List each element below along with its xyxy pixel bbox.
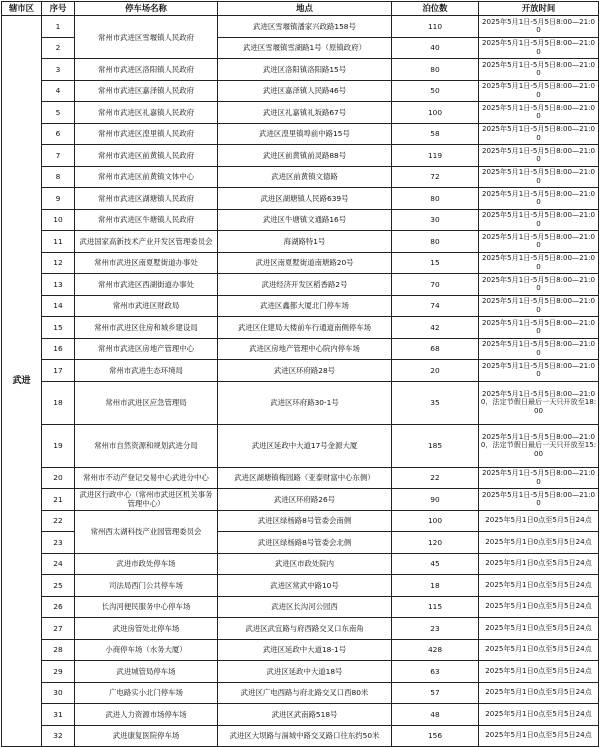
table-row: [2, 252, 599, 274]
seq-cell: 30: [42, 682, 75, 704]
seq-cell: 3: [42, 59, 75, 81]
location-cell: 武进区市政处院内: [218, 553, 392, 575]
name-cell: 常州市武进区前黄镇人民政府: [75, 145, 218, 167]
spaces-cell: 30: [392, 209, 479, 231]
seq-cell: 11: [42, 231, 75, 253]
name-cell: 常州市武进区湟里镇人民政府: [75, 123, 218, 145]
header-name: 停车场名称: [75, 2, 218, 16]
name-cell: 武进城管局停车场: [75, 661, 218, 683]
name-cell: 常州市武进区南夏墅街道办事处: [75, 252, 218, 274]
table-row: [2, 575, 599, 597]
seq-cell: 12: [42, 252, 75, 274]
location-cell: 武进区雪堰镇潘家兴政路158号: [218, 16, 392, 38]
header-seq: 序号: [42, 2, 75, 16]
location-cell: 武进区环府路28号: [218, 360, 392, 382]
table-row: [2, 102, 599, 124]
name-cell: 常州市不动产登记交易中心武进分中心: [75, 467, 218, 489]
seq-cell: 8: [42, 166, 75, 188]
name-cell: 小商停车场（水务大厦）: [75, 639, 218, 661]
location-cell: 武进区长沟河公园西: [218, 596, 392, 618]
hours-cell: 2025年5月1日-5月5日8:00—21:00，法定节假日最后一天只开放至18:00: [479, 381, 599, 424]
name-cell: 武进国家高新技术产业开发区管理委员会: [75, 231, 218, 253]
table-row: [2, 489, 599, 511]
location-cell: 海湖路特1号: [218, 231, 392, 253]
header-location: 地点: [218, 2, 392, 16]
spaces-cell: 42: [392, 317, 479, 339]
location-cell: 武进区前黄镇文德路: [218, 166, 392, 188]
table-row: [2, 274, 599, 296]
table-row: [2, 59, 599, 81]
hours-cell: 2025年5月1日-5月5日8:00—21:00: [479, 59, 599, 81]
hours-cell: 2025年5月1日-5月5日8:00—21:00: [479, 37, 599, 59]
name-cell: 常州市武进区房地产管理中心: [75, 338, 218, 360]
name-cell: 常州市武进区应急管理局: [75, 381, 218, 424]
seq-cell: 15: [42, 317, 75, 339]
hours-cell: 2025年5月1日0点至5月5日24点: [479, 639, 599, 661]
location-cell: 武进区环府路30-1号: [218, 381, 392, 424]
table-row: [2, 661, 599, 683]
hours-cell: 2025年5月1日0点至5月5日24点: [479, 553, 599, 575]
seq-cell: 21: [42, 489, 75, 511]
location-cell: 武进区房地产管理中心院内停车场: [218, 338, 392, 360]
hours-cell: 2025年5月1日-5月5日8:00—21:00: [479, 317, 599, 339]
spaces-cell: 80: [392, 231, 479, 253]
hours-cell: 2025年5月1日0点至5月5日24点: [479, 575, 599, 597]
name-cell: 常州市武进区湖塘镇人民政府: [75, 188, 218, 210]
table-row: [2, 596, 599, 618]
seq-cell: 1: [42, 16, 75, 38]
table-row: [2, 16, 599, 38]
seq-cell: 31: [42, 704, 75, 726]
hours-cell: 2025年5月1日-5月5日8:00—21:00: [479, 16, 599, 38]
hours-cell: 2025年5月1日-5月5日8:00—21:00: [479, 295, 599, 317]
spaces-cell: 48: [392, 704, 479, 726]
seq-cell: 20: [42, 467, 75, 489]
hours-cell: 2025年5月1日-5月5日8:00—21:00: [479, 188, 599, 210]
spaces-cell: 68: [392, 338, 479, 360]
seq-cell: 25: [42, 575, 75, 597]
table-row: [2, 553, 599, 575]
table-row: [2, 145, 599, 167]
table-row: [2, 295, 599, 317]
location-cell: 武进区武宜路与府西路交叉口东南角: [218, 618, 392, 640]
table-row: [2, 338, 599, 360]
table-row: [2, 618, 599, 640]
table-row: [2, 467, 599, 489]
district-cell: 武进: [2, 16, 42, 747]
seq-cell: 17: [42, 360, 75, 382]
hours-cell: 2025年5月1日0点至5月5日24点: [479, 510, 599, 532]
seq-cell: 7: [42, 145, 75, 167]
hours-cell: 2025年5月1日-5月5日8:00—21:00: [479, 209, 599, 231]
location-cell: 武进区嘉泽镇人民路46号: [218, 80, 392, 102]
table-row: [2, 80, 599, 102]
name-cell: 武进区行政中心（常州市武进区机关事务管理中心）: [75, 489, 218, 511]
hours-cell: 2025年5月1日-5月5日8:00—21:00: [479, 123, 599, 145]
table-row: [2, 231, 599, 253]
seq-cell: 4: [42, 80, 75, 102]
location-cell: 武进区住建局大楼前车行通道南侧停车场: [218, 317, 392, 339]
location-cell: 武进区雪堰镇雪湖路1号（原镇政府）: [218, 37, 392, 59]
spaces-cell: 119: [392, 145, 479, 167]
table-row: [2, 360, 599, 382]
seq-cell: 18: [42, 381, 75, 424]
spaces-cell: 58: [392, 123, 479, 145]
name-cell: 武进市政处停车场: [75, 553, 218, 575]
table-row: [2, 704, 599, 726]
location-cell: 武进区鑫都大厦北门停车场: [218, 295, 392, 317]
spaces-cell: 20: [392, 360, 479, 382]
name-cell: 长沟河便民服务中心停车场: [75, 596, 218, 618]
spaces-cell: 185: [392, 424, 479, 467]
table-row: [2, 166, 599, 188]
location-cell: 武进区大坝路与滆城中路交叉路口往东约50米: [218, 725, 392, 747]
parking-table: [1, 1, 599, 747]
name-cell: 常州市武进生态环境局: [75, 360, 218, 382]
location-cell: 武进区延政中大道18-1号: [218, 639, 392, 661]
spaces-cell: 110: [392, 16, 479, 38]
hours-cell: 2025年5月1日-5月5日8:00—21:00: [479, 166, 599, 188]
location-cell: 武进区延政中大道18号: [218, 661, 392, 683]
seq-cell: 26: [42, 596, 75, 618]
spaces-cell: 156: [392, 725, 479, 747]
name-cell: 广电路实小北门停车场: [75, 682, 218, 704]
hours-cell: 2025年5月1日0点至5月5日24点: [479, 704, 599, 726]
location-cell: 武进区礼嘉镇礼坂路67号: [218, 102, 392, 124]
name-cell: 常州市武进区住房和城乡建设局: [75, 317, 218, 339]
spaces-cell: 40: [392, 37, 479, 59]
spaces-cell: 100: [392, 510, 479, 532]
header-row: [2, 2, 599, 16]
location-cell: 武进区绿杨路8号管委会北侧: [218, 532, 392, 554]
spaces-cell: 428: [392, 639, 479, 661]
name-cell: 常州市武进区洛阳镇人民政府: [75, 59, 218, 81]
spaces-cell: 70: [392, 274, 479, 296]
spaces-cell: 120: [392, 532, 479, 554]
hours-cell: 2025年5月1日0点至5月5日24点: [479, 618, 599, 640]
seq-cell: 10: [42, 209, 75, 231]
table-row: [2, 188, 599, 210]
hours-cell: 2025年5月1日-5月5日8:00—21:00: [479, 489, 599, 511]
location-cell: 武进区绿杨路8号管委会南侧: [218, 510, 392, 532]
spaces-cell: 35: [392, 381, 479, 424]
location-cell: 武进区广电西路与府北路交叉口西80米: [218, 682, 392, 704]
seq-cell: 6: [42, 123, 75, 145]
seq-cell: 5: [42, 102, 75, 124]
name-cell: 常州市武进区牛塘镇人民政府: [75, 209, 218, 231]
table-body: [2, 16, 599, 747]
table-row: [2, 510, 599, 532]
seq-cell: 19: [42, 424, 75, 467]
hours-cell: 2025年5月1日-5月5日8:00—21:00: [479, 145, 599, 167]
hours-cell: 2025年5月1日-5月5日8:00—21:00: [479, 102, 599, 124]
location-cell: 武进区牛塘镇文通路16号: [218, 209, 392, 231]
name-cell: 常州市武进区西湖街道办事处: [75, 274, 218, 296]
spaces-cell: 45: [392, 553, 479, 575]
location-cell: 武进经济开发区稻香路2号: [218, 274, 392, 296]
spaces-cell: 23: [392, 618, 479, 640]
table-row: [2, 424, 599, 467]
header-spaces: 泊位数: [392, 2, 479, 16]
spaces-cell: 15: [392, 252, 479, 274]
header-hours: 开放时间: [479, 2, 599, 16]
location-cell: 武进区湖塘镇人民路639号: [218, 188, 392, 210]
table-row: [2, 317, 599, 339]
spaces-cell: 18: [392, 575, 479, 597]
location-cell: 武进区湖塘镇梅园路（亚泰财富中心东侧）: [218, 467, 392, 489]
seq-cell: 16: [42, 338, 75, 360]
name-cell: 常州市武进区财政局: [75, 295, 218, 317]
seq-cell: 32: [42, 725, 75, 747]
name-cell: 常州市自然资源和规划武进分局: [75, 424, 218, 467]
name-cell: 司法局西门公共停车场: [75, 575, 218, 597]
spaces-cell: 50: [392, 80, 479, 102]
seq-cell: 14: [42, 295, 75, 317]
table-row: [2, 209, 599, 231]
spaces-cell: 57: [392, 682, 479, 704]
hours-cell: 2025年5月1日-5月5日8:00—21:00: [479, 274, 599, 296]
spaces-cell: 90: [392, 489, 479, 511]
table-row: [2, 639, 599, 661]
location-cell: 武进区延政中大道17号金源大厦: [218, 424, 392, 467]
spaces-cell: 115: [392, 596, 479, 618]
hours-cell: 2025年5月1日-5月5日8:00—21:00: [479, 360, 599, 382]
hours-cell: 2025年5月1日-5月5日8:00—21:00，法定节假日最后一天只开放至15:00: [479, 424, 599, 467]
location-cell: 武进区洛阳镇洛阳路15号: [218, 59, 392, 81]
table-row: [2, 381, 599, 424]
seq-cell: 13: [42, 274, 75, 296]
seq-cell: 9: [42, 188, 75, 210]
header-district: 辖市区: [2, 2, 42, 16]
location-cell: 武进区南夏墅街道南塘路20号: [218, 252, 392, 274]
seq-cell: 22: [42, 510, 75, 532]
hours-cell: 2025年5月1日-5月5日8:00—21:00: [479, 467, 599, 489]
hours-cell: 2025年5月1日0点至5月5日24点: [479, 682, 599, 704]
name-cell: 常州市武进区嘉泽镇人民政府: [75, 80, 218, 102]
location-cell: 武进区湟里镇埠前中路15号: [218, 123, 392, 145]
table-row: [2, 725, 599, 747]
location-cell: 武进区前黄镇前灵路88号: [218, 145, 392, 167]
location-cell: 武进区武南路518号: [218, 704, 392, 726]
hours-cell: 2025年5月1日-5月5日8:00—21:00: [479, 338, 599, 360]
name-cell: 武进房管处北停车场: [75, 618, 218, 640]
table-row: [2, 682, 599, 704]
hours-cell: 2025年5月1日0点至5月5日24点: [479, 596, 599, 618]
spaces-cell: 80: [392, 188, 479, 210]
seq-cell: 27: [42, 618, 75, 640]
hours-cell: 2025年5月1日-5月5日8:00—21:00: [479, 80, 599, 102]
name-cell: 武进人力资源市场停车场: [75, 704, 218, 726]
hours-cell: 2025年5月1日0点至5月5日24点: [479, 725, 599, 747]
seq-cell: 23: [42, 532, 75, 554]
name-cell: 武进康复医院停车场: [75, 725, 218, 747]
seq-cell: 29: [42, 661, 75, 683]
seq-cell: 24: [42, 553, 75, 575]
spaces-cell: 22: [392, 467, 479, 489]
seq-cell: 2: [42, 37, 75, 59]
hours-cell: 2025年5月1日0点至5月5日24点: [479, 532, 599, 554]
hours-cell: 2025年5月1日0点至5月5日24点: [479, 661, 599, 683]
name-cell: 常州市武进区礼嘉镇人民政府: [75, 102, 218, 124]
name-cell: 常州市武进区前黄镇文体中心: [75, 166, 218, 188]
location-cell: 武进区常武中路10号: [218, 575, 392, 597]
name-cell: 常州市武进区雪堰镇人民政府: [75, 16, 218, 59]
name-cell: 常州西太湖科技产业园管理委员会: [75, 510, 218, 553]
spaces-cell: 80: [392, 59, 479, 81]
spaces-cell: 74: [392, 295, 479, 317]
hours-cell: 2025年5月1日-5月5日8:00—21:00: [479, 252, 599, 274]
spaces-cell: 72: [392, 166, 479, 188]
seq-cell: 28: [42, 639, 75, 661]
table-row: [2, 123, 599, 145]
location-cell: 武进区环府路26号: [218, 489, 392, 511]
spaces-cell: 63: [392, 661, 479, 683]
spaces-cell: 100: [392, 102, 479, 124]
hours-cell: 2025年5月1日-5月5日8:00—21:00: [479, 231, 599, 253]
